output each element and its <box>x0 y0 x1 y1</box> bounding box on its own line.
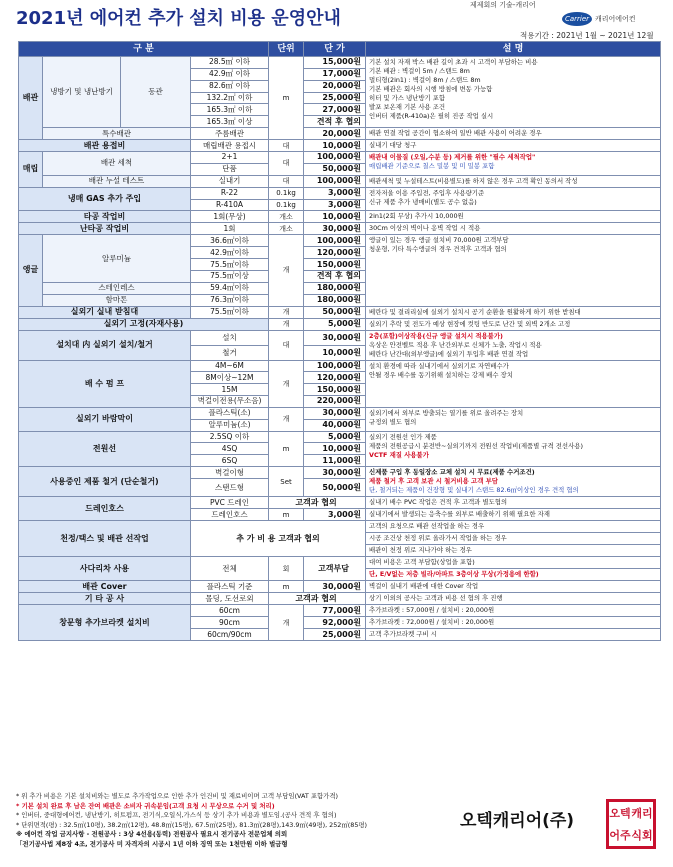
price: 180,000원 <box>304 282 366 294</box>
group-cooling: 냉방기 및 냉난방기 <box>43 57 121 128</box>
desc: 실외기 추락 및 전도가 예상 현장에 컷팅 반도로 난간 및 외벽 2개소 고정 <box>366 318 661 330</box>
desc: 대여 비용은 고객 부담함(상업을 포함) <box>366 557 661 569</box>
desc: 추가브라켓 : 72,000원 / 설치비 : 20,000원 <box>366 617 661 629</box>
table-row <box>19 360 661 372</box>
price: 11,000원 <box>304 455 366 467</box>
desc-copper <box>366 57 661 128</box>
price: 3,000원 <box>304 199 366 211</box>
price: 3,000원 <box>304 509 366 521</box>
table-row <box>19 497 661 509</box>
note: * 단위면적(평) : 32.5㎡(10평), 38.2㎡(12평), 48.8㎡(15평), 67.5㎡(25평), 81.3㎡(28평),143.9㎡(49평), 252㎡(85평) <box>16 820 368 829</box>
desc-removal <box>366 467 661 497</box>
spec: 전체 <box>191 557 269 581</box>
desc: 실내기 배수 PVC 작업은 견적 후 고객과 별도협의 <box>366 497 661 509</box>
spec: 4M~6M <box>191 360 269 372</box>
desc: 추가브라켓 : 57,000원 / 설치비 : 20,000원 <box>366 605 661 617</box>
desc-line: 인버터 제품(R-410a)은 필히 진공 작업 실시 <box>369 112 494 120</box>
item-power: 전원선 <box>19 431 191 467</box>
spec: 스탠드형 <box>191 478 269 496</box>
spec: 165.3㎡ 이상 <box>191 116 269 128</box>
item-etc: 기 타 공 사 <box>19 593 191 605</box>
price: 92,000원 <box>304 617 366 629</box>
item-hard-hole: 난타공 작업비 <box>19 223 191 235</box>
price: 100,000원 <box>304 175 366 187</box>
desc-line: 기본 설치 자재 박스 배관 길이 초과 시 고객이 부담하는 비용 <box>369 58 538 66</box>
price: 견적 후 협의 <box>304 270 366 282</box>
item-welding: 배관 용접비 <box>19 140 191 152</box>
table-row <box>19 128 661 140</box>
unit: 개소 <box>269 211 304 223</box>
item-removal: 사용중인 제품 철거 (단순철거) <box>19 467 191 497</box>
item-gas: 냉매 GAS 추가 주입 <box>19 187 191 211</box>
desc: 배관이 천정 위로 지나가야 하는 경우 <box>366 545 661 557</box>
price: 50,000원 <box>304 306 366 318</box>
price: 30,000원 <box>304 581 366 593</box>
price: 50,000원 <box>304 478 366 496</box>
price: 120,000원 <box>304 247 366 259</box>
spec: 단품 <box>191 163 269 175</box>
table-row <box>19 223 661 235</box>
table-header <box>19 42 661 57</box>
unit: 개 <box>269 306 304 318</box>
desc-line: 단, 철거되는 제품이 건장형 및 실내기 스탠드 82.6㎡이상인 경우 견적 협의 <box>369 486 579 495</box>
spec: 15M <box>191 384 269 396</box>
header-price: 단 가 <box>304 42 366 57</box>
category-pipe: 배관 <box>19 57 43 140</box>
price-table <box>18 41 661 641</box>
spec: 몰딩, 도선로외 <box>191 593 269 605</box>
spec: 28.5㎡ 이하 <box>191 57 269 69</box>
item-window: 창문형 추가브라켓 설치비 <box>19 605 191 641</box>
unit: 대 <box>269 330 304 360</box>
category-angle: 앵글 <box>19 235 43 306</box>
desc-line: 옥상은 안전벨트 적용 후 난간외부로 신체가 노출, 작업시 적용 <box>369 340 542 349</box>
desc-line: 베란다 난간대(외부앵글)에 실외기 투입후 배관 연결 작업 <box>369 349 529 358</box>
desc: 벽걸이 실내기 배관에 대한 Cover 작업 <box>366 581 661 593</box>
note: 「전기공사법 제8장 4조, 전기공사 미 자격자의 시공시 1년 이하 징역 또는 1천만원 이하 벌금형 <box>16 839 288 848</box>
price: 100,000원 <box>304 152 366 164</box>
table-row <box>19 431 661 443</box>
price: 100,000원 <box>304 360 366 372</box>
note: * 기본 설치 완료 후 남은 잔여 배관은 소비자 귀속분임(고객 요청 시 무상으로 수거 및 처리) <box>16 801 275 810</box>
desc-power <box>366 431 661 467</box>
desc: 단, E/V없는 저층 빌라/아파트 3층이상 무상(가정용에 한함) <box>366 569 661 581</box>
seal-char: 어주 <box>609 829 631 842</box>
header-tag: 제제회의 기술-캐리어 <box>470 1 536 9</box>
price: 30,000원 <box>304 223 366 235</box>
price: 17,000원 <box>304 68 366 80</box>
table-row <box>19 593 661 605</box>
item-special: 특수배관 <box>43 128 191 140</box>
price: 5,000원 <box>304 318 366 330</box>
price: 40,000원 <box>304 419 366 431</box>
spec: 매립배관 용접시 <box>191 140 269 152</box>
spec: R-22 <box>191 187 269 199</box>
price: 10,000원 <box>304 211 366 223</box>
price: 27,000원 <box>304 104 366 116</box>
item-drain: 드레인호스 <box>19 497 191 521</box>
table-row <box>19 605 661 617</box>
desc: 시공 조건상 천정 위로 올라가서 작업을 하는 경우 <box>366 533 661 545</box>
desc-line: 실외기에서 외부로 방출되는 열기를 위로 올려주는 장치 <box>369 408 524 417</box>
carrier-logo-icon: Carrier <box>562 12 592 26</box>
unit: 개 <box>269 360 304 407</box>
spec: 132.2㎡ 이하 <box>191 92 269 104</box>
price: 견적 후 협의 <box>304 116 366 128</box>
desc-line: 청운형, 기타 특수앵글의 경우 견적후 고객과 협의 <box>369 245 507 254</box>
header-desc: 설 명 <box>366 42 661 57</box>
unit: 개 <box>269 318 304 330</box>
price: 고객부담 <box>304 557 366 581</box>
price: 30,000원 <box>304 407 366 419</box>
item-zinc: 함마톤 <box>43 294 191 306</box>
price: 77,000원 <box>304 605 366 617</box>
item-ladder: 사다리차 사용 <box>19 557 191 581</box>
spec: 1회 <box>191 223 269 235</box>
price: 10,000원 <box>304 345 366 360</box>
price: 25,000원 <box>304 629 366 641</box>
period: 적용기간 : 2021년 1월 ~ 2021년 12월 <box>520 31 654 40</box>
desc-gas <box>366 187 661 211</box>
desc-rail <box>366 330 661 360</box>
desc-line: 설치 환경에 따라 실내기에서 실외기로 자연배수가 <box>369 361 509 370</box>
price: 120,000원 <box>304 372 366 384</box>
price: 5,000원 <box>304 431 366 443</box>
desc: 베란다 및 결리리실에 실외기 설치시 공기 순환을 원활하게 하기 위한 받침대 <box>366 306 661 318</box>
desc-line: VCTF 재질 사용불가 <box>369 450 429 459</box>
price: 고객과 협의 <box>269 593 366 605</box>
category-bury: 매립 <box>19 152 43 188</box>
brand-logo <box>562 12 636 26</box>
desc: 배관 연결 작업 공간이 협소하여 일반 배관 사용이 어려운 경우 <box>366 128 661 140</box>
spec: 6SQ <box>191 455 269 467</box>
brand-sub: 캐리어에어컨 <box>595 15 636 23</box>
desc-wind <box>366 407 661 431</box>
desc-line: 기본 배관은 회사의 시행 방침에 변동 가능함 <box>369 85 493 93</box>
desc-line: 앵글이 있는 경우 앵글 설치비 70,000원 고객부담 <box>369 236 509 245</box>
seal-char: 식회 <box>631 829 653 842</box>
desc-line: 기본 배관 : 벽걸이 5m / 스탠드 8m <box>369 67 470 75</box>
unit: 회 <box>269 557 304 581</box>
spec: 플라스틱 기준 <box>191 581 269 593</box>
table-row <box>19 57 661 69</box>
table-row <box>19 235 661 247</box>
spec: 주름배관 <box>191 128 269 140</box>
item-ceiling: 천정/택스 및 배관 선작업 <box>19 521 191 557</box>
desc-line: 멀티형(2in1) : 벽걸이 8m / 스탠드 8m <box>369 76 481 84</box>
price: 3,000원 <box>304 187 366 199</box>
table-row <box>19 306 661 318</box>
note: ※ 에어컨 작업 금지사항 - 전원공사 : 3상 4선용(동력) 전원공사 필요시 전기공사 전문업체 의뢰 <box>16 830 288 838</box>
spec: 플라스틱(소) <box>191 407 269 419</box>
desc-line: 신제품 구입 후 동일장소 교체 설치 시 무료(제품 수거조건) <box>369 468 535 477</box>
page-title: 2021년 에어컨 추가 설치 비용 운영안내 <box>16 8 341 29</box>
spec: 60cm <box>191 605 269 617</box>
spec: 벽걸이형 <box>191 467 269 479</box>
unit: 대 <box>269 140 304 152</box>
price: 220,000원 <box>304 396 366 408</box>
spec: 76.3㎡이하 <box>191 294 269 306</box>
price: 180,000원 <box>304 294 366 306</box>
spec: 59.4㎡이하 <box>191 282 269 294</box>
unit: 개소 <box>269 223 304 235</box>
unit: 개 <box>269 235 304 306</box>
item-wind: 실외기 바람막이 <box>19 407 191 431</box>
header-category: 구 분 <box>19 42 269 57</box>
table-row <box>19 330 661 345</box>
company-name: 오텍캐리어(주) <box>460 811 575 831</box>
item-hole: 타공 작업비 <box>19 211 191 223</box>
spec: 알루미늄(소) <box>191 419 269 431</box>
price: 30,000원 <box>304 330 366 345</box>
unit: m <box>269 509 304 521</box>
unit: 개 <box>269 407 304 431</box>
header-unit: 단위 <box>269 42 304 57</box>
unit: m <box>269 57 304 140</box>
spec: 2+1 <box>191 152 269 164</box>
desc: 실내기 대당 청구 <box>366 140 661 152</box>
spec: PVC 드레인 <box>191 497 269 509</box>
desc-line: 발포 보온재 기본 사용 조건 <box>369 103 446 111</box>
spec: R-410A <box>191 199 269 211</box>
spec: 82.6㎡ 이하 <box>191 80 269 92</box>
desc-line: 2층(포함)이상작용(신규 앵글 설치시 적용불가) <box>369 331 503 340</box>
price: 100,000원 <box>304 235 366 247</box>
item-aluminum: 알루미늄 <box>43 235 191 282</box>
desc: 고객 추가브라켓 구비 시 <box>366 629 661 641</box>
desc-line: 제품 철거 후 고객 보관 시 철거비용 고객 부담 <box>369 477 498 486</box>
item-rail: 설치대 内 실외기 설치/철거 <box>19 330 191 360</box>
table-row <box>19 521 661 533</box>
price: 150,000원 <box>304 384 366 396</box>
spec: 36.6㎡이하 <box>191 235 269 247</box>
desc-line: 배관내 이물질 (오일,수분 등) 제거를 위한 "필수 세척작업" <box>369 153 536 162</box>
spec: 8M이상~12M <box>191 372 269 384</box>
seal-char: 오텍 <box>609 807 631 820</box>
spec: 추 가 비 용 고객과 협의 <box>191 521 366 557</box>
desc-line: 매립배관 기준으로 칠스 밀봉 및 미 밀봉 포함 <box>369 162 495 171</box>
spec: 75.5㎡이상 <box>191 270 269 282</box>
price: 10,000원 <box>304 443 366 455</box>
unit: m <box>269 581 304 593</box>
unit: 0.1kg <box>269 199 304 211</box>
desc: 2in1(2회 무상) 추가시 10,000원 <box>366 211 661 223</box>
table-row <box>19 581 661 593</box>
table-row <box>19 152 661 164</box>
price: 20,000원 <box>304 80 366 92</box>
desc: 상기 이외의 공사는 고객과 비용 선 협의 후 진행 <box>366 593 661 605</box>
spec: 75.5㎡이하 <box>191 306 269 318</box>
spec: 42.9㎡이하 <box>191 247 269 259</box>
table-row <box>19 175 661 187</box>
price: 10,000원 <box>304 140 366 152</box>
price: 50,000원 <box>304 163 366 175</box>
desc: 30Cm 이상의 벽이나 옹벽 작업 시 적용 <box>366 223 661 235</box>
item-outdoor-stand: 실외기 실내 받침대 <box>19 306 191 318</box>
unit: m <box>269 431 304 467</box>
spec: 철거 <box>191 345 269 360</box>
table-row <box>19 557 661 569</box>
item-stainless: 스테인레스 <box>43 282 191 294</box>
desc-line: 안될 경우 배수를 동기위해 설치하는 강제 배수 장치 <box>369 370 513 379</box>
note: * 인버터, 중대형에어컨, 냉난방기, 히트펌프, 전기식,오일식,가스식 등 상기 추가 비용과 별도임.(공사 견적 후 협의) <box>16 811 337 819</box>
price: 30,000원 <box>304 467 366 479</box>
table-row <box>19 407 661 419</box>
spec: 4SQ <box>191 443 269 455</box>
price: 25,000원 <box>304 92 366 104</box>
price: 20,000원 <box>304 128 366 140</box>
price: 고객과 협의 <box>269 497 366 509</box>
item-leak: 배관 누설 테스트 <box>43 175 191 187</box>
spec: 42.9㎡ 이하 <box>191 68 269 80</box>
spec: 드레인호스 <box>191 509 269 521</box>
desc-line: 규정외 별도 협의 <box>369 417 417 426</box>
table-row <box>19 140 661 152</box>
unit: 대 <box>269 175 304 187</box>
unit: 개 <box>269 605 304 641</box>
spec: 165.3㎡ 이하 <box>191 104 269 116</box>
desc-line: 실외기 전원선 인가 제품 <box>369 432 437 441</box>
unit: 대 <box>269 152 304 176</box>
table-row <box>19 211 661 223</box>
spec: 설치 <box>191 330 269 345</box>
item-fix: 실외기 고정(자재사용) <box>19 318 269 330</box>
item-wash: 배관 세척 <box>43 152 191 176</box>
item-copper: 동관 <box>121 57 191 128</box>
desc-wash <box>366 152 661 176</box>
spec: 75.5㎡이하 <box>191 259 269 271</box>
seal-char: 캐리 <box>631 807 653 820</box>
note: * 위 추가 비용은 기본 설치비와는 별도로 추가작업으로 인한 추가 인건비 및 재료비이며 고객 부담임(VAT 포함가격) <box>16 792 339 800</box>
spec: 2.5SQ 이하 <box>191 431 269 443</box>
spec: 60cm/90cm <box>191 629 269 641</box>
price: 150,000원 <box>304 259 366 271</box>
table-row <box>19 187 661 199</box>
desc-pump <box>366 360 661 407</box>
spec: 1회(무상) <box>191 211 269 223</box>
price: 15,000원 <box>304 57 366 69</box>
desc: 실내기에서 발생되는 응축수를 외부로 배출하기 위해 필요한 자재 <box>366 509 661 521</box>
company-seal-icon <box>606 799 656 849</box>
desc-angle <box>366 235 661 306</box>
footnotes <box>16 792 456 849</box>
desc-line: 제품의 전원공급시 분전반~실외기까지 전원선 작업비(제품별 규격 전선사용) <box>369 441 583 450</box>
item-cover: 배관 Cover <box>19 581 191 593</box>
desc: 고객의 요청으로 배관 선작업을 하는 경우 <box>366 521 661 533</box>
unit: Set <box>269 467 304 497</box>
desc-line: 전자저울 이용 주입전, 주입후 사용량기준 <box>369 188 485 197</box>
item-pump: 배 수 펌 프 <box>19 360 191 407</box>
table-row <box>19 318 661 330</box>
spec: 90cm <box>191 617 269 629</box>
spec: 실내기 <box>191 175 269 187</box>
desc-line: 히터 및 가스 냉난방기 포함 <box>369 94 446 102</box>
unit: 0.1kg <box>269 187 304 199</box>
spec: 벽걸이전용(무소음) <box>191 396 269 408</box>
table-row <box>19 467 661 479</box>
desc: 배관세척 및 누설테스트(비용별도)를 하지 않은 경우 고객 확인 동의서 작성 <box>366 175 661 187</box>
desc-line: 신규 제품 추가 냉매비(별도 공수 없음) <box>369 197 477 206</box>
